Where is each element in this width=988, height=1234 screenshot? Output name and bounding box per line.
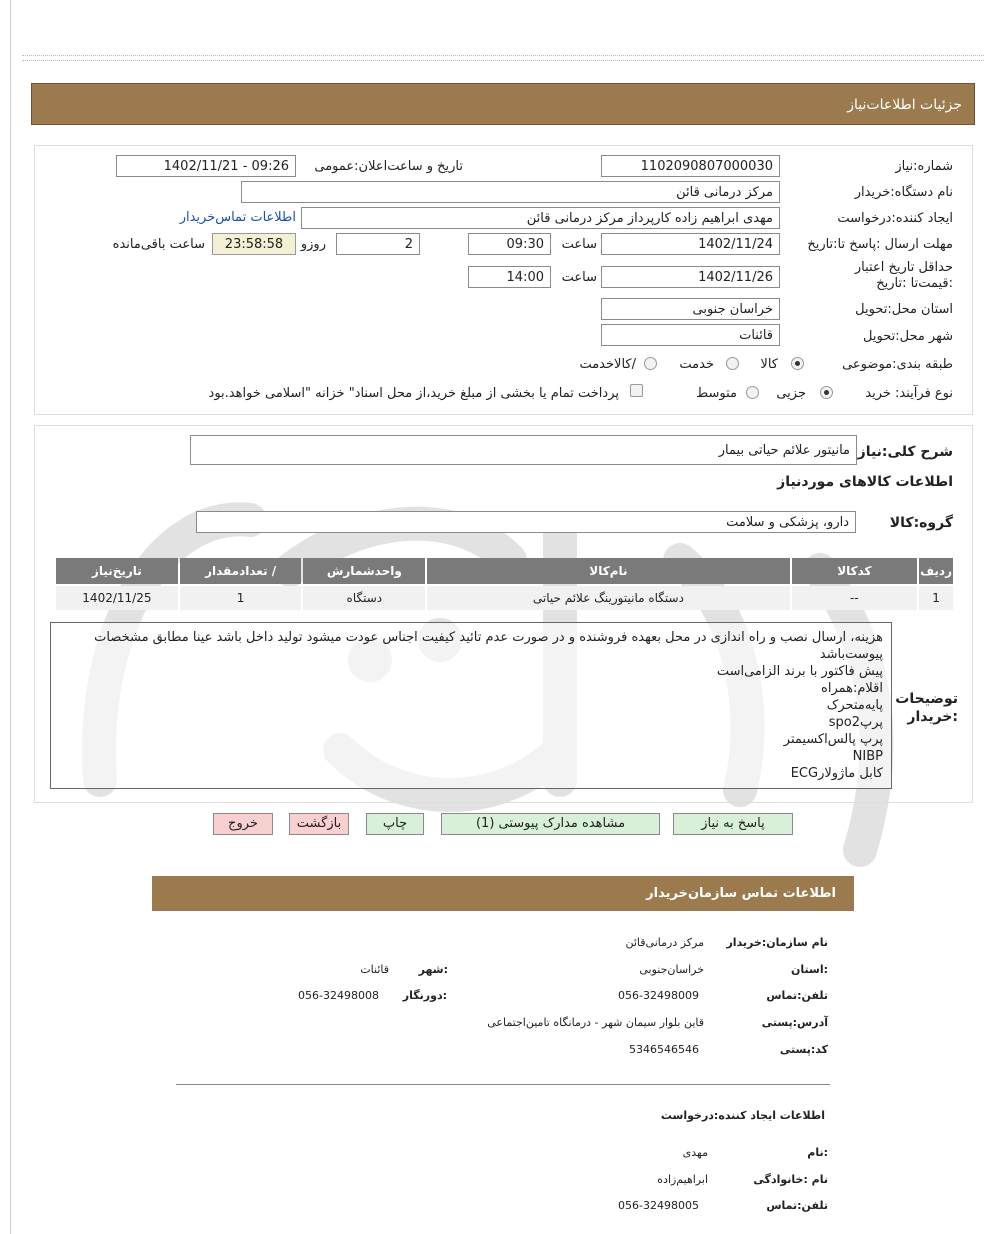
group-label: گروه:کالا	[889, 515, 953, 531]
header-title: جزئیات اطلاعات‌نیاز	[847, 97, 962, 113]
description-line: پرپspo2	[828, 715, 883, 730]
validity-date-field: 1402/11/26	[601, 266, 780, 288]
top-divider	[22, 55, 984, 61]
print-button[interactable]: چاپ	[366, 813, 424, 835]
requester-name-value: مهدی	[682, 1146, 708, 1159]
goods-info-label: اطلاعات کالاهای موردنیاز	[777, 474, 953, 490]
col-row: ردیف	[919, 558, 953, 584]
org-phone-value: 056-32498009	[618, 989, 699, 1002]
category-service-radio[interactable]	[726, 357, 739, 370]
org-fax-value: 056-32498008	[298, 989, 379, 1002]
buyer-contact-link[interactable]: اطلاعات تماس‌خریدار	[179, 210, 296, 225]
col-name: نام‌کالا	[427, 558, 789, 584]
org-contact-title: اطلاعات تماس سازمان‌خریدار	[646, 886, 836, 901]
cell-row: 1	[919, 586, 953, 610]
province-field: خراسان جنوبی	[601, 298, 780, 320]
summary-label: شرح کلی:نیاز	[857, 444, 953, 460]
need-number-label: شماره:نیاز	[895, 159, 953, 174]
cell-code: --	[792, 586, 918, 610]
description-line: NIBP	[852, 749, 883, 764]
announce-label: تاریخ و ساعت‌اعلان:عمومی	[314, 159, 463, 174]
treasury-payment-checkbox[interactable]	[630, 384, 643, 397]
org-city-label: :شهر	[418, 963, 448, 976]
category-goods-radio[interactable]	[791, 357, 804, 370]
remaining-label: ساعت باقی‌مانده	[112, 237, 205, 252]
cell-name: دستگاه مانیتورینگ علائم حیاتی	[427, 586, 789, 610]
creator-label: ایجاد کننده:درخواست	[837, 211, 953, 226]
city-label: شهر محل:تحویل	[863, 329, 953, 344]
org-address-label: آدرس:پستی	[761, 1016, 828, 1029]
category-service-label: خدمت	[679, 357, 714, 372]
process-medium-radio[interactable]	[746, 386, 759, 399]
cell-qty: 1	[180, 586, 302, 610]
process-label: نوع فرآیند: خرید	[865, 386, 953, 401]
category-goods-label: کالا	[760, 357, 778, 372]
details-header	[31, 83, 975, 125]
org-fax-label: :دورنگار	[402, 989, 447, 1002]
requester-family-label: نام :خانوادگی	[753, 1173, 828, 1186]
description-box	[50, 622, 892, 789]
days-field: 2	[336, 233, 420, 255]
org-city-value: قائنات	[360, 963, 389, 976]
description-line: اقلام:همراه	[821, 681, 883, 696]
category-both-radio[interactable]	[644, 357, 657, 370]
validity-label: حداقل تاریخ اعتبار :قیمت‌تا :تاریخ	[854, 260, 953, 291]
description-label: توضیحات :خریدار	[895, 691, 958, 725]
exit-button[interactable]: خروج	[213, 813, 273, 835]
treasury-payment-label: پرداخت تمام یا بخشی از مبلغ خرید،از محل اسناد" خزانه "اسلامی خواهد.بود	[208, 386, 619, 401]
remaining-time-field: 23:58:58	[212, 233, 296, 255]
org-name-label: نام سازمان:خریدار	[726, 936, 828, 949]
org-name-value: مرکز درمانی‌قائن	[625, 936, 704, 949]
org-contact-header	[152, 876, 854, 911]
announce-field: 1402/11/21 - 09:26	[116, 155, 296, 177]
org-phone-label: تلفن:تماس	[766, 989, 828, 1002]
requester-family-value: ابراهیم‌زاده	[657, 1173, 708, 1186]
days-label: روزو	[300, 237, 326, 252]
col-date: تاریخ‌نیاز	[56, 558, 178, 584]
reply-time-field: 09:30	[468, 233, 551, 255]
summary-field: مانیتور علائم حیاتی بیمار	[190, 435, 857, 465]
description-line: هزینه، ارسال نصب و راه اندازی در محل بعهده فروشنده و در صورت عدم تائید کیفیت اجناس عودت میشود تولید داخل باشد عینا مطابق مشخصات پیوست‌باشد	[94, 630, 883, 662]
group-field: دارو، پزشکی و سلامت	[196, 511, 856, 533]
table-header-row	[56, 558, 953, 584]
category-both-label: /کالاخدمت	[579, 357, 636, 372]
items-table-wrap	[54, 556, 955, 612]
org-address-value: قاین بلوار سیمان شهر - درمانگاه تامین‌اجتماعی	[487, 1016, 704, 1029]
description-line: پایه‌متحرک	[826, 698, 883, 713]
table-row	[56, 586, 953, 610]
org-postal-label: کد:پستی	[779, 1043, 828, 1056]
requester-phone-value: 056-32498005	[618, 1199, 699, 1212]
creator-field: مهدی ابراهیم زاده کارپرداز مرکز درمانی قائن	[301, 207, 780, 229]
cell-date: 1402/11/25	[56, 586, 178, 610]
col-qty: / تعدادمقدار	[180, 558, 302, 584]
org-province-value: خراسان‌جنوبی	[639, 963, 704, 976]
process-medium-label: متوسط	[696, 386, 737, 401]
org-province-label: :استان	[791, 963, 828, 976]
description-line: پیش فاکتور با برند الزامی‌است	[716, 664, 883, 679]
back-button[interactable]: بازگشت	[289, 813, 349, 835]
requester-name-label: :نام	[807, 1146, 828, 1159]
cell-unit: دستگاه	[303, 586, 425, 610]
items-table	[54, 556, 955, 612]
org-postal-value: 5346546546	[629, 1043, 699, 1056]
province-label: استان محل:تحویل	[855, 302, 953, 317]
reply-date-field: 1402/11/24	[601, 233, 780, 255]
buyer-label: نام دستگاه:خریدار	[854, 185, 953, 200]
validity-time-field: 14:00	[468, 266, 551, 288]
requester-title: اطلاعات ایجاد کننده:درخواست	[660, 1109, 825, 1122]
process-minor-radio[interactable]	[820, 386, 833, 399]
reply-button[interactable]: پاسخ به نیاز	[673, 813, 793, 835]
city-field: قائنات	[601, 324, 780, 346]
page-left-border	[10, 0, 11, 1234]
description-line: پرپ پالس‌اکسیمتر	[783, 732, 883, 747]
process-minor-label: جزیی	[776, 386, 806, 401]
col-unit: واحدشمارش	[303, 558, 425, 584]
buyer-field: مرکز درمانی قائن	[241, 181, 780, 203]
reply-time-label: ساعت	[561, 237, 597, 252]
description-line: کابل ماژولارECG	[790, 766, 883, 781]
need-number-field: 1102090807000030	[601, 155, 780, 177]
attachments-button[interactable]: مشاهده مدارک پیوستی (1)	[441, 813, 660, 835]
requester-phone-label: تلفن:تماس	[766, 1199, 828, 1212]
reply-deadline-label: مهلت ارسال :پاسخ تا:تاریخ	[807, 237, 953, 252]
validity-time-label: ساعت	[561, 270, 597, 285]
col-code: کدکالا	[792, 558, 918, 584]
category-label: طبقه بندی:موضوعی	[842, 357, 953, 372]
section-divider	[176, 1084, 830, 1085]
